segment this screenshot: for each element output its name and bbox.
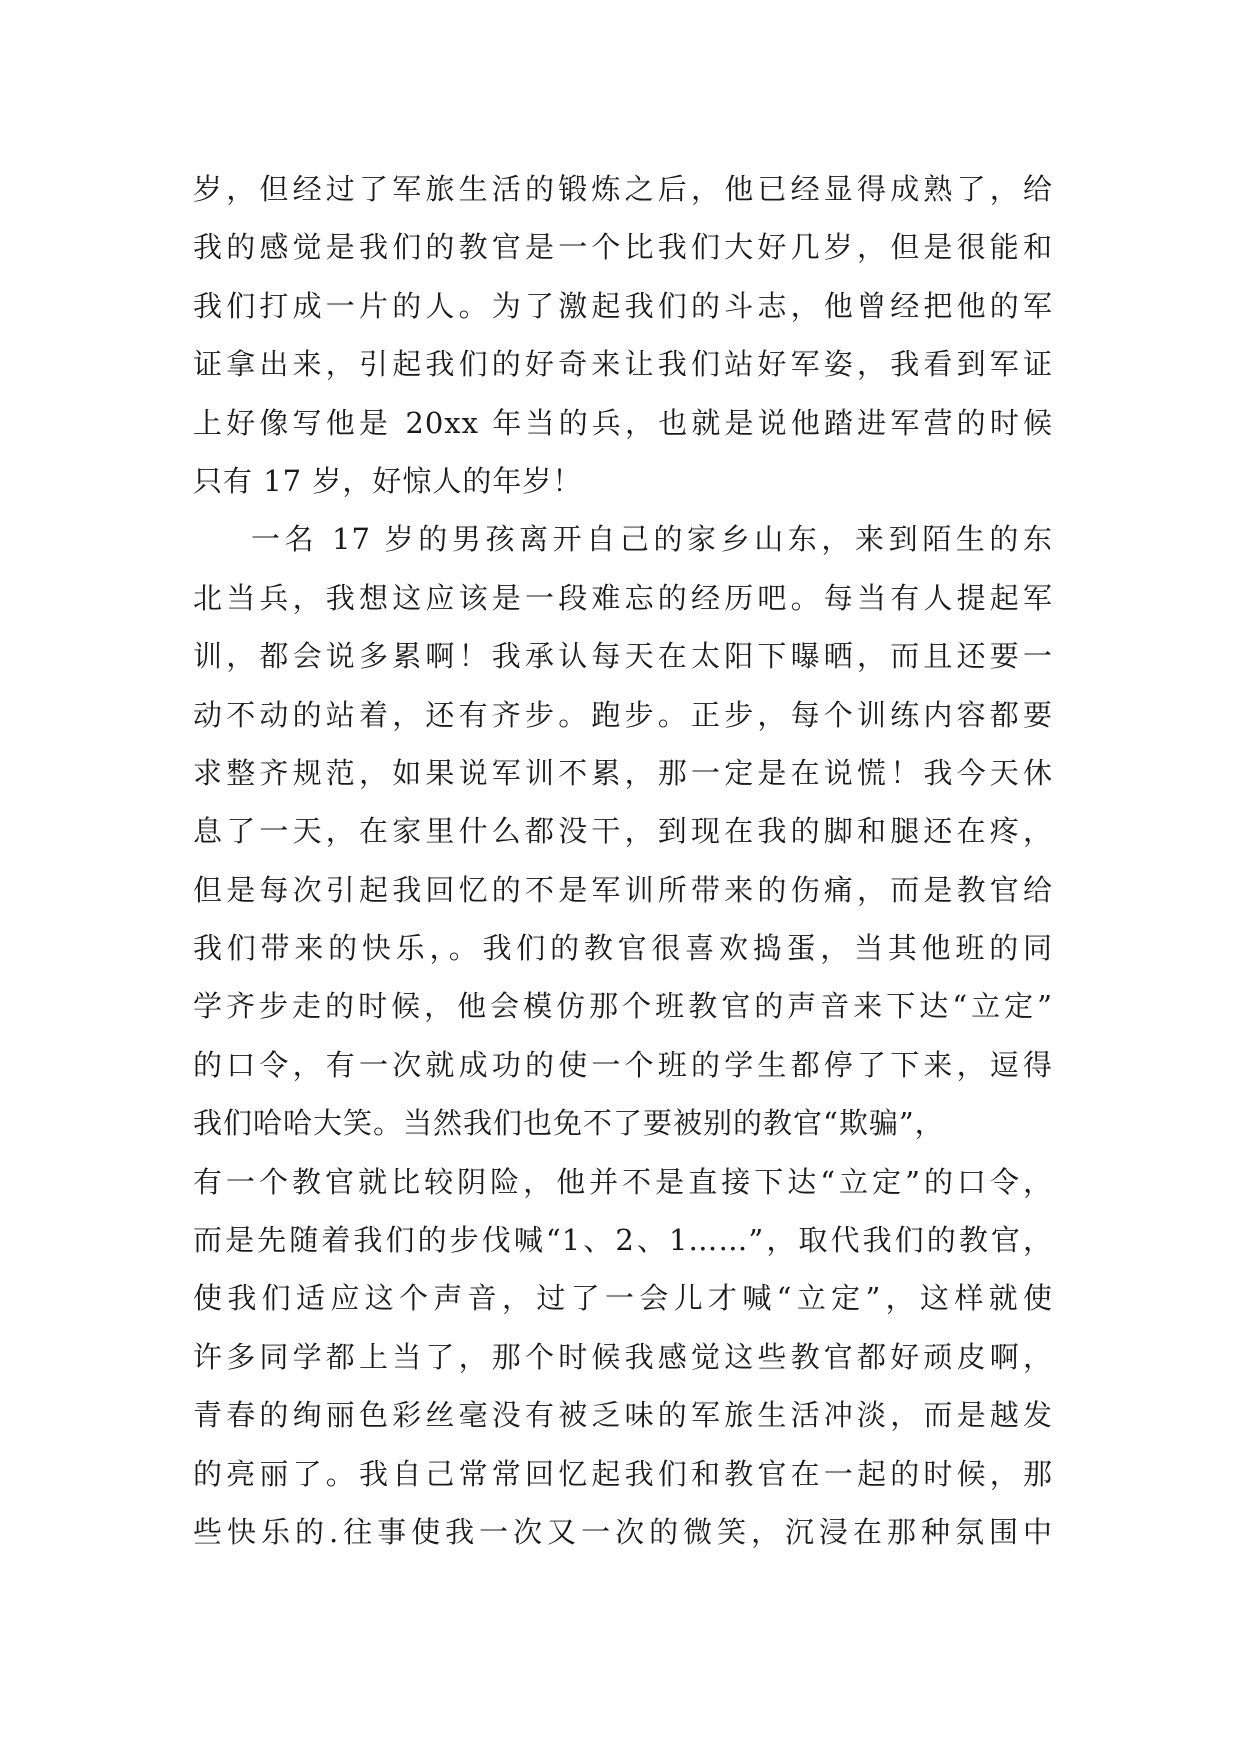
text-line: 求整齐规范，如果说军训不累，那一定是在说慌！我今天休 — [193, 755, 1053, 790]
text-line: 上好像写他是 20xx 年当的兵，也就是说他踏进军营的时候 — [193, 405, 1053, 440]
text-line: 北当兵，我想这应该是一段难忘的经历吧。每当有人提起军 — [193, 580, 1053, 615]
text-line: 些快乐的.往事使我一次又一次的微笑，沉浸在那种氛围中 — [193, 1514, 1053, 1549]
text-line: 有一个教官就比较阴险，他并不是直接下达“立定”的口令， — [193, 1164, 1053, 1199]
text-line: 青春的绚丽色彩丝毫没有被乏味的军旅生活冲淡，而是越发 — [193, 1398, 1053, 1433]
text-line: 只有 17 岁，好惊人的年岁！ — [193, 463, 583, 498]
text-line: 我们带来的快乐，。我们的教官很喜欢捣蛋，当其他班的同 — [193, 931, 1053, 966]
text-line: 动不动的站着，还有齐步。跑步。正步，每个训练内容都要 — [193, 697, 1053, 732]
text-line: 的口令，有一次就成功的使一个班的学生都停了下来，逗得 — [193, 1047, 1053, 1082]
text-line: 但是每次引起我回忆的不是军训所带来的伤痛，而是教官给 — [193, 872, 1053, 907]
text-line: 岁，但经过了军旅生活的锻炼之后，他已经显得成熟了，给 — [193, 172, 1053, 206]
text-line: 我们打成一片的人。为了激起我们的斗志，他曾经把他的军 — [193, 288, 1053, 323]
text-line: 息了一天，在家里什么都没干，到现在我的脚和腿还在疼， — [193, 814, 1053, 849]
body-text — [193, 160, 1053, 1561]
text-line: 一名 17 岁的男孩离开自己的家乡山东，来到陌生的东 — [251, 522, 1053, 557]
text-line: 训，都会说多累啊！我承认每天在太阳下曝晒，而且还要一 — [193, 639, 1053, 674]
text-line: 的亮丽了。我自己常常回忆起我们和教官在一起的时候，那 — [193, 1456, 1053, 1491]
text-line: 证拿出来，引起我们的好奇来让我们站好军姿，我看到军证 — [193, 347, 1053, 382]
text-line: 我的感觉是我们的教官是一个比我们大好几岁，但是很能和 — [193, 230, 1053, 265]
text-line: 我们哈哈大笑。当然我们也免不了要被别的教官“欺骗”， — [193, 1106, 945, 1141]
text-line: 学齐步走的时候，他会模仿那个班教官的声音来下达“立定” — [193, 989, 1053, 1024]
text-line: 许多同学都上当了，那个时候我感觉这些教官都好顽皮啊， — [193, 1339, 1053, 1374]
text-line: 使我们适应这个声音，过了一会儿才喊“立定”，这样就使 — [193, 1281, 1053, 1316]
text-line: 而是先随着我们的步伐喊“1、2、1……”，取代我们的教官， — [193, 1223, 1053, 1258]
